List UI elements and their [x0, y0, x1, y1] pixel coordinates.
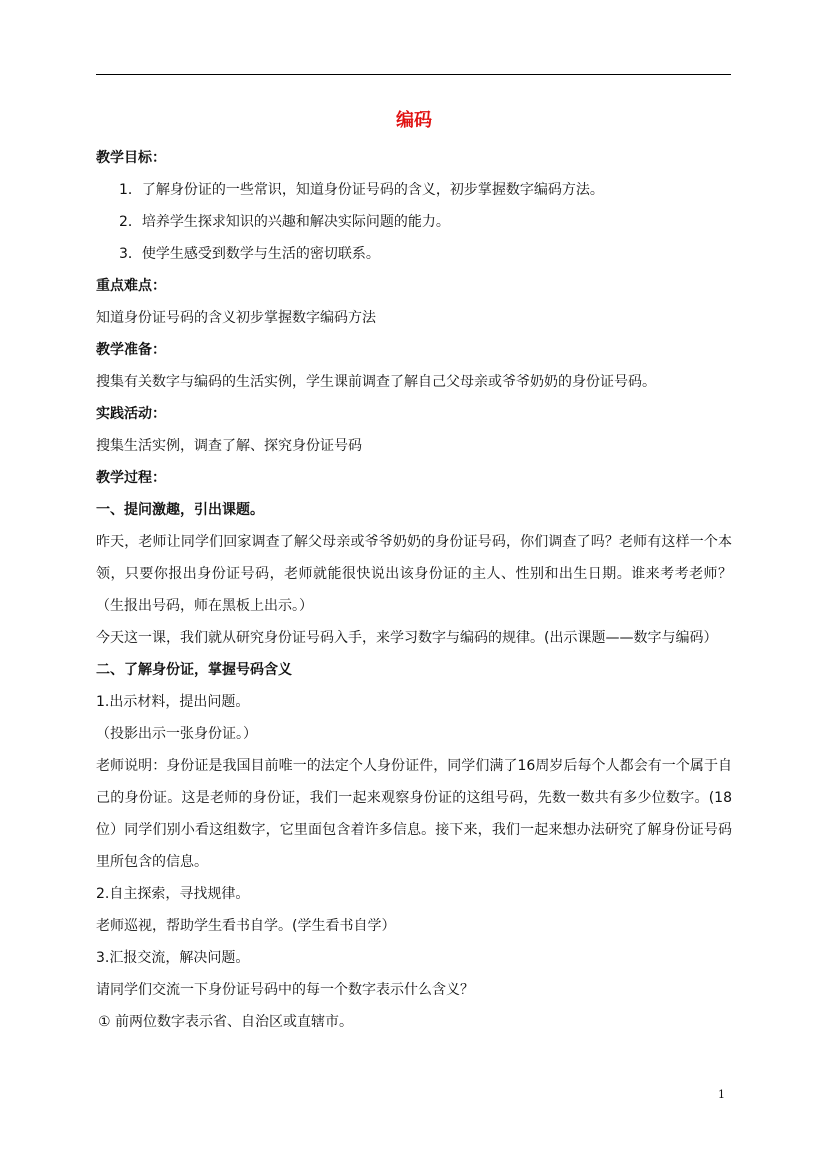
part1-paragraph-1: 昨天，老师让同学们回家调查了解父母亲或爷爷奶奶的身份证号码，你们调查了吗？老师有这样一个本领，只要你报出身份证号码，老师就能很快说出该身份证的主人、性别和出生日期。谁来考考老师？ （生报出号码，师在黑板上出示。） [96, 534, 732, 614]
part1-heading: 一、提问激趣，引出课题。 [96, 502, 264, 518]
goal-item-2: 2．培养学生探求知识的兴趣和解决实际问题的能力。 [119, 214, 450, 230]
step3-heading: 3.汇报交流，解决问题。 [96, 950, 250, 966]
practice-text: 搜集生活实例，调查了解、探究身份证号码 [96, 438, 362, 454]
step3-question: 请同学们交流一下身份证号码中的每一个数字表示什么含义？ [96, 982, 474, 998]
step1-note: （投影出示一张身份证。） [96, 726, 257, 742]
header-rule [96, 74, 731, 75]
preparation-heading: 教学准备： [96, 342, 166, 358]
key-points-heading: 重点难点： [96, 278, 166, 294]
teacher-explanation: 老师说明：身份证是我国目前唯一的法定个人身份证件，同学们满了16周岁后每个人都会有一个属于自己的身份证。这是老师的身份证，我们一起来观察身份证的这组号码，先数一数共有多少位数字。(18位）同学们别小看这组数字，它里面包含着许多信息。接下来，我们一起来想办法研究了解身份证号码里所包含的信息。 [96, 758, 732, 870]
step2-text: 老师巡视，帮助学生看书自学。(学生看书自学） [96, 918, 396, 934]
process-heading: 教学过程： [96, 470, 166, 486]
step2-heading: 2.自主探索，寻找规律。 [96, 886, 250, 902]
part1-paragraph-2: 今天这一课，我们就从研究身份证号码入手，来学习数字与编码的规律。(出示课题——数字与编码） [96, 630, 718, 646]
step1-heading: 1.出示材料，提出问题。 [96, 694, 250, 710]
goal-item-1: 1．了解身份证的一些常识，知道身份证号码的含义，初步掌握数字编码方法。 [119, 182, 604, 198]
key-points-text: 知道身份证号码的含义初步掌握数字编码方法 [96, 310, 376, 326]
goals-heading: 教学目标： [96, 150, 166, 166]
practice-heading: 实践活动： [96, 406, 166, 422]
part2-heading: 二、了解身份证，掌握号码含义 [96, 662, 292, 678]
document-title: 编码 [396, 110, 432, 131]
list-item-1: ① 前两位数字表示省、自治区或直辖市。 [98, 1014, 353, 1030]
preparation-text: 搜集有关数字与编码的生活实例，学生课前调查了解自己父母亲或爷爷奶奶的身份证号码。 [96, 374, 656, 390]
document-body [96, 104, 732, 1038]
page-number: 1 [718, 1088, 725, 1101]
goal-item-3: 3．使学生感受到数学与生活的密切联系。 [119, 246, 380, 262]
